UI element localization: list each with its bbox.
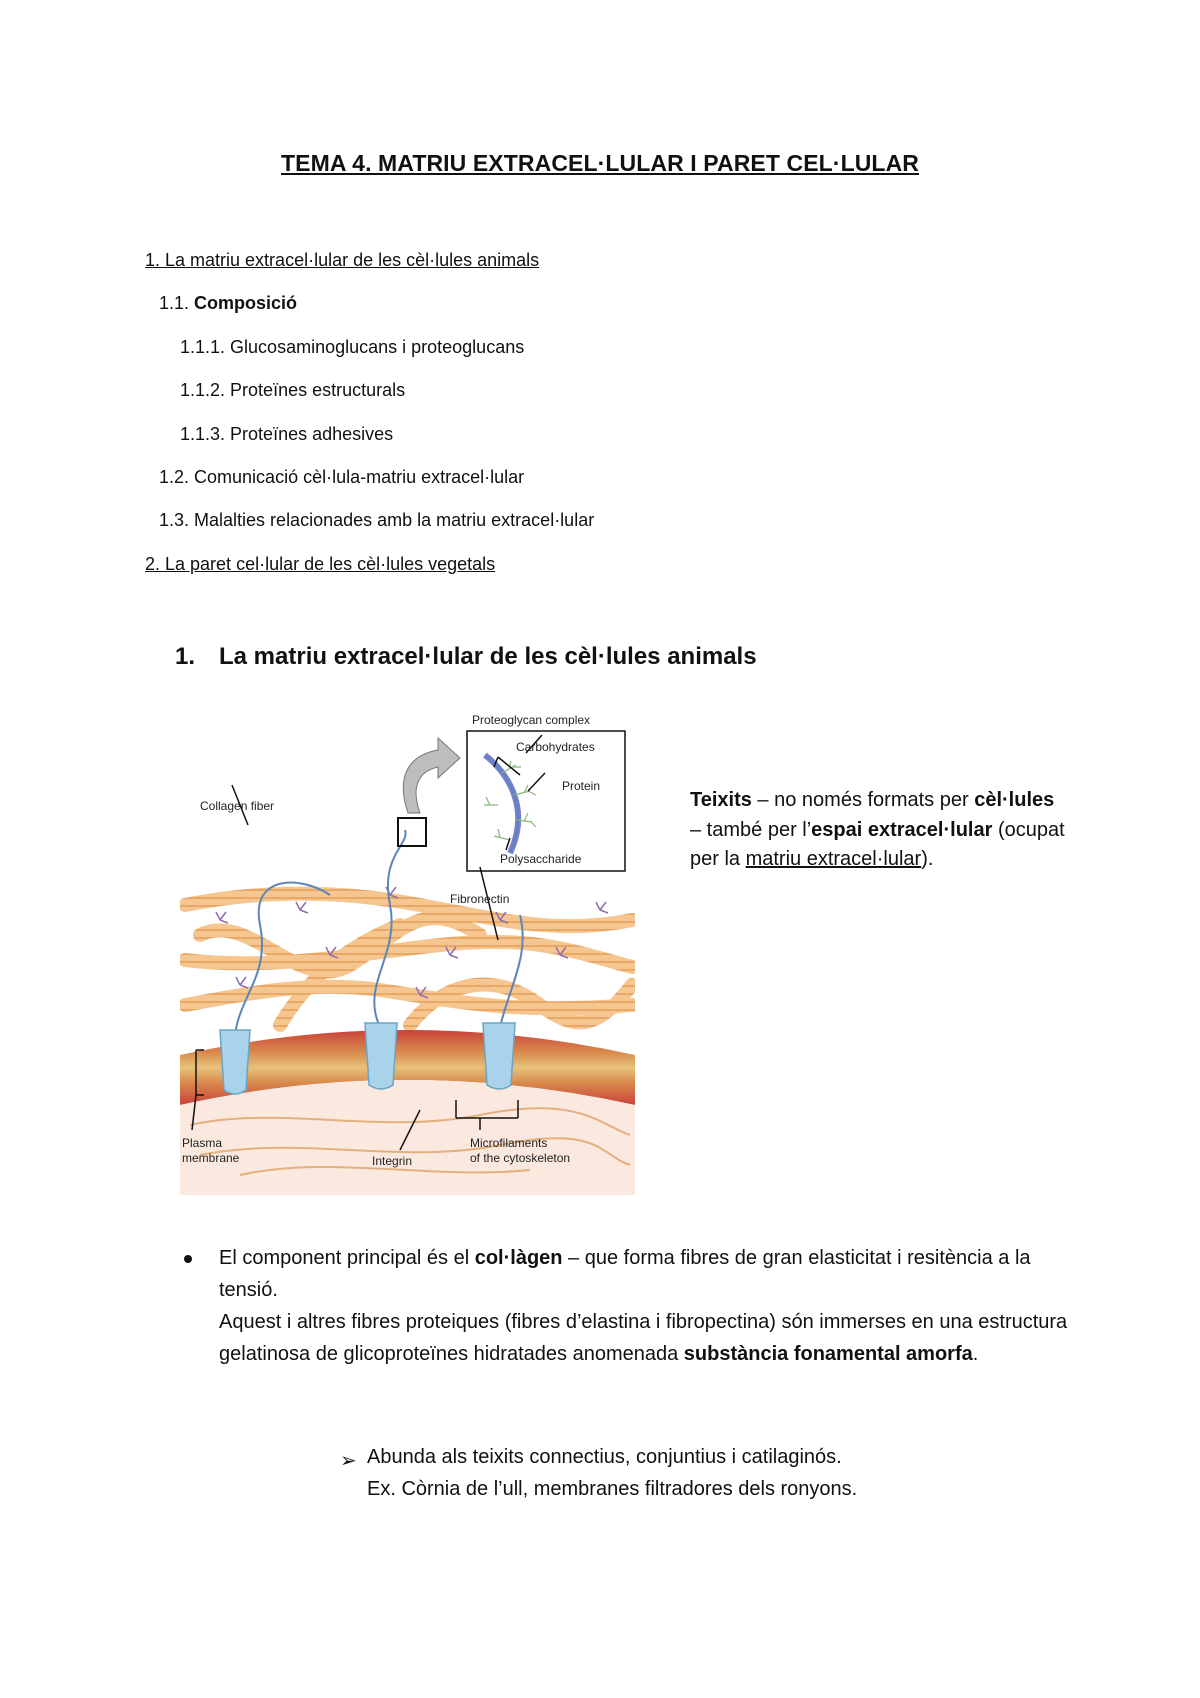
side-note — [690, 786, 1070, 875]
label-microfilaments: Microfilaments — [470, 1136, 548, 1150]
bullet-substancia: substància fonamental amorfa — [683, 1342, 973, 1365]
side-t1: – no només formats per — [751, 789, 975, 811]
bullet-p4: . — [972, 1342, 979, 1365]
toc-item-1[interactable] — [145, 250, 539, 271]
bullet-collagen: col·làgen — [474, 1247, 563, 1269]
ecm-diagram — [180, 705, 635, 1195]
toc-item-1-2[interactable] — [159, 467, 524, 488]
toc-item-1-3[interactable] — [159, 510, 594, 531]
callout-arrow-icon — [403, 738, 460, 813]
page-title: TEMA 4. MATRIU EXTRACEL·LULAR I PARET CEL·LULAR — [280, 150, 919, 176]
side-t4: ). — [921, 848, 934, 870]
side-matriu: matriu extracel·lular — [745, 848, 922, 870]
arrow-bullet-icon: ➢ — [340, 1450, 357, 1472]
side-t2: – també per l’ — [690, 818, 812, 841]
toc-item-1-3-num: 1.3. — [159, 510, 190, 530]
side-espai: espai extracel·lular — [811, 818, 993, 841]
toc-item-1-1-3-label: Proteïnes adhesives — [225, 424, 394, 444]
label-carbohydrates: Carbohydrates — [516, 740, 595, 754]
cytoplasm — [180, 1080, 635, 1195]
label-polysaccharide: Polysaccharide — [500, 852, 582, 866]
section-title: La matriu extracel·lular de les cèl·lules animals — [219, 643, 757, 670]
toc-item-1-1[interactable] — [159, 293, 297, 314]
toc-item-1-1-num: 1.1. — [159, 293, 190, 313]
side-t3: (ocupat per la — [690, 818, 1065, 870]
bullet-paragraph-2 — [219, 1307, 1079, 1370]
bullet-p1: El component principal és el — [219, 1247, 475, 1269]
collagen-fibers — [185, 894, 632, 1025]
bullet-dot — [184, 1255, 192, 1263]
label-integrin: Integrin — [372, 1154, 413, 1168]
toc-item-1-1-1[interactable] — [180, 337, 524, 358]
bullet-paragraph-1 — [219, 1243, 1079, 1306]
bullet-p2: – que forma fibres de gran elasticitat i resitència a la tensió. — [219, 1247, 1031, 1301]
sub-bullet-text — [367, 1442, 1087, 1505]
label-collagen-fiber: Collagen fiber — [200, 799, 275, 813]
side-cellules: cèl·lules — [974, 789, 1055, 811]
label-membrane: membrane — [182, 1151, 240, 1165]
toc-item-1-1-1-num: 1.1.1. — [180, 337, 226, 357]
toc-item-1-2-num: 1.2. — [159, 467, 190, 487]
toc-item-1-1-1-label: Glucosaminoglucans i proteoglucans — [225, 337, 525, 357]
toc-item-1-2-label: Comunicació cèl·lula-matriu extracel·lular — [189, 467, 525, 487]
section-heading — [175, 643, 757, 671]
label-of-the-cytoskeleton: of the cytoskeleton — [470, 1151, 571, 1165]
label-fibronectin: Fibronectin — [450, 892, 510, 906]
toc-item-1-1-3-num: 1.1.3. — [180, 424, 226, 444]
toc-item-1-1-2-label: Proteïnes estructurals — [225, 380, 406, 400]
sub-bullet-line-2: Ex. Còrnia de l’ull, membranes filtradores dels ronyons. — [367, 1477, 858, 1500]
label-protein: Protein — [562, 779, 601, 793]
toc-item-1-1-3[interactable] — [180, 424, 393, 445]
toc-item-2-label: 2. La paret cel·lular de les cèl·lules vegetals — [145, 554, 496, 574]
toc-item-1-1-label: Composició — [189, 293, 298, 313]
bullet-p3: Aquest i altres fibres proteiques (fibres d’elastina i fibropectina) són immerses en una estructura gelatinosa de glicoproteïnes hidratades anomenada — [219, 1311, 1068, 1365]
toc-item-1-label: 1. La matriu extracel·lular de les cèl·lules animals — [145, 250, 540, 270]
sub-bullet-line-1: Abunda als teixits connectius, conjuntius i catilaginós. — [367, 1446, 842, 1468]
toc-item-1-1-2-num: 1.1.2. — [180, 380, 226, 400]
label-proteoglycan-complex: Proteoglycan complex — [472, 713, 591, 727]
toc-item-2[interactable] — [145, 554, 495, 575]
toc-item-1-3-label: Malalties relacionades amb la matriu extracel·lular — [189, 510, 595, 530]
label-plasma: Plasma — [182, 1136, 223, 1150]
section-number: 1. — [175, 643, 196, 670]
side-teixits: Teixits — [690, 789, 752, 811]
toc-item-1-1-2[interactable] — [180, 380, 405, 401]
